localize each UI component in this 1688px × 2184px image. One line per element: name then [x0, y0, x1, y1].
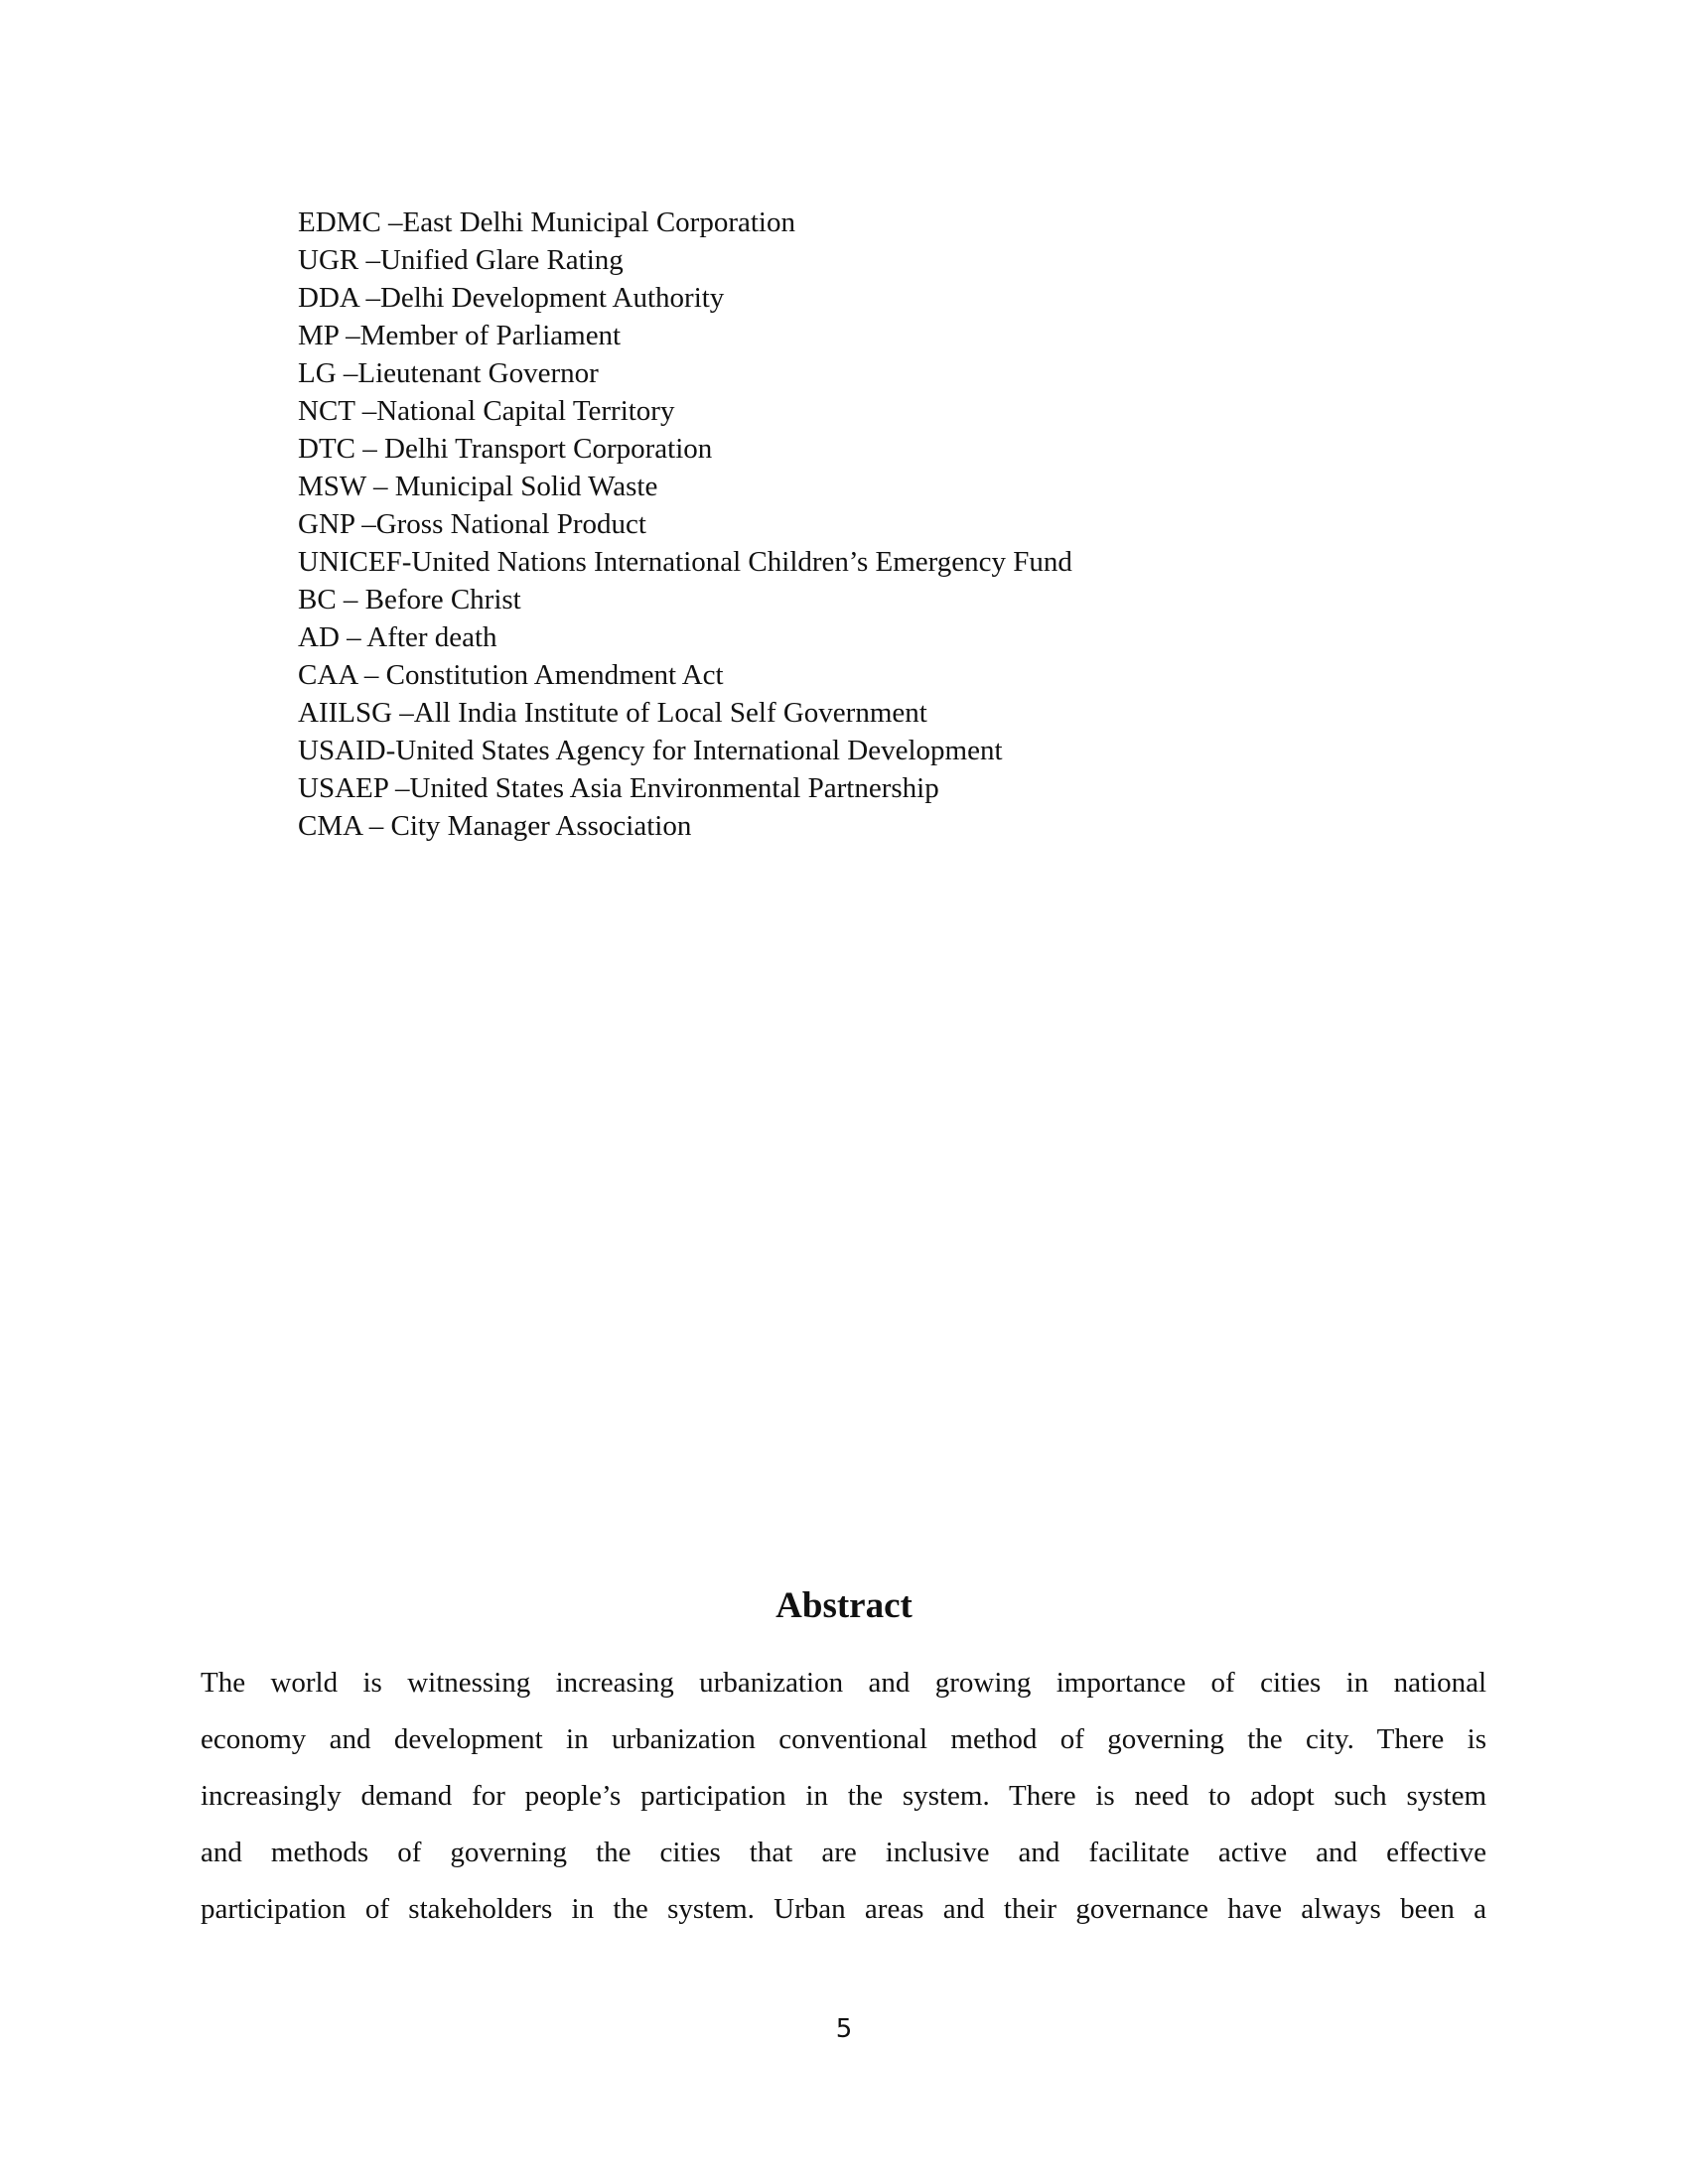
abbreviation-item: USAEP –United States Asia Environmental Partnership — [298, 772, 939, 804]
abbreviation-item: UNICEF-United Nations International Children’s Emergency Fund — [298, 546, 1072, 578]
abstract-paragraph — [201, 1655, 1486, 1938]
abstract-line: economy and development in urbanization conventional method of governing the city. There is — [201, 1723, 1486, 1755]
abstract-line: increasingly demand for people’s participation in the system. There is need to adopt such system — [201, 1780, 1486, 1812]
abbreviation-item: GNP –Gross National Product — [298, 508, 646, 540]
abbreviation-item: AD – After death — [298, 621, 497, 653]
abbreviation-item: AIILSG –All India Institute of Local Self Government — [298, 697, 927, 729]
abbreviation-item: EDMC –East Delhi Municipal Corporation — [298, 206, 795, 238]
abbreviation-item: DDA –Delhi Development Authority — [298, 282, 725, 314]
abstract-heading: Abstract — [775, 1585, 913, 1626]
abstract-line: The world is witnessing increasing urbanization and growing importance of cities in national — [201, 1667, 1486, 1699]
abbreviation-item: DTC – Delhi Transport Corporation — [298, 433, 713, 465]
abbreviation-item: LG –Lieutenant Governor — [298, 357, 599, 389]
abbreviations-list — [298, 204, 1072, 845]
abbreviation-item: CMA – City Manager Association — [298, 810, 692, 842]
abbreviation-item: USAID-United States Agency for International Development — [298, 735, 1003, 766]
abbreviation-item: BC – Before Christ — [298, 584, 521, 615]
abbreviation-item: MP –Member of Parliament — [298, 320, 622, 351]
abstract-line: and methods of governing the cities that are inclusive and facilitate active and effective — [201, 1837, 1486, 1868]
abbreviation-item: CAA – Constitution Amendment Act — [298, 659, 724, 691]
abstract-line: participation of stakeholders in the system. Urban areas and their governance have always been a — [201, 1893, 1486, 1925]
page-number: 5 — [835, 2014, 853, 2044]
abbreviation-item: NCT –National Capital Territory — [298, 395, 675, 427]
abbreviation-item: UGR –Unified Glare Rating — [298, 244, 624, 276]
abbreviation-item: MSW – Municipal Solid Waste — [298, 471, 658, 502]
